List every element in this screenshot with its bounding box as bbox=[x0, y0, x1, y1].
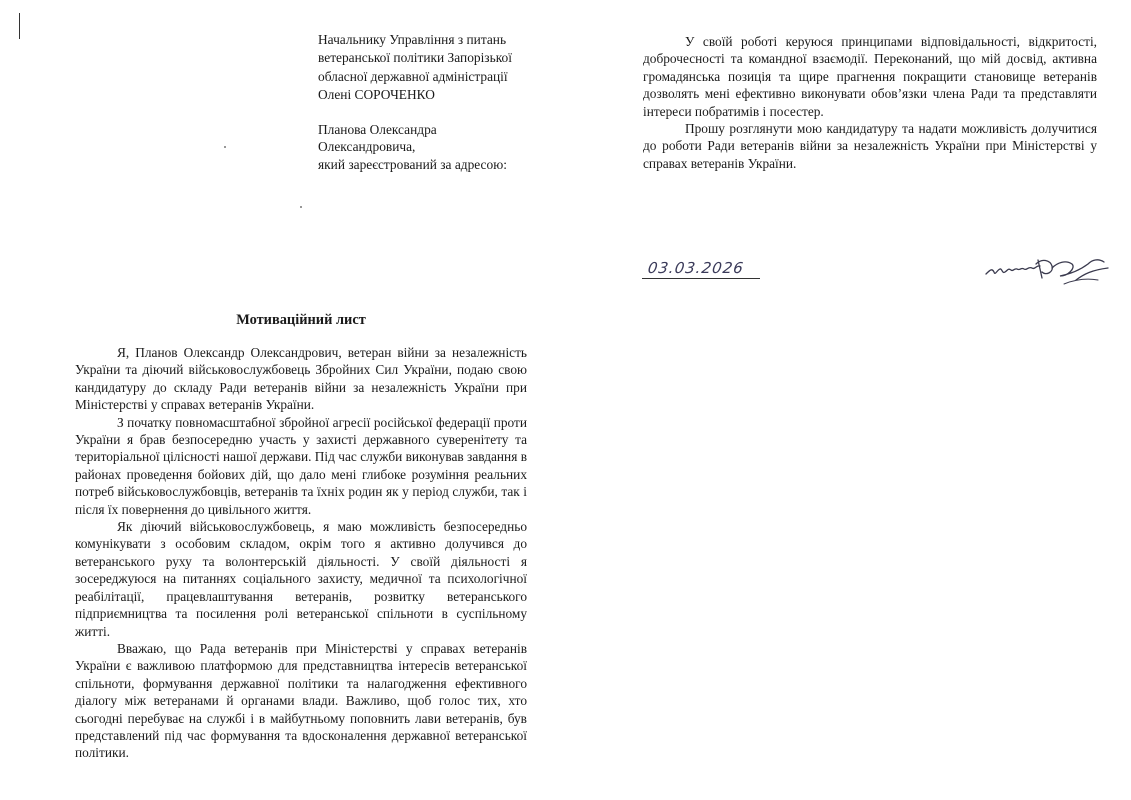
handwritten-date: 03.03.2026 bbox=[646, 259, 746, 277]
scan-speck bbox=[300, 206, 302, 208]
sender-block bbox=[318, 121, 618, 173]
letter-title: Мотиваційний лист bbox=[236, 312, 366, 328]
addressee-line: обласної державної адміністрації bbox=[318, 68, 508, 84]
letter-paragraph: Прошу розглянути мою кандидатуру та надати можливість долучитися до роботи Ради ветеранів війни за незалежність України при Міністерстві у справах ветеранів України. bbox=[643, 121, 1097, 171]
letter-body-left bbox=[75, 344, 527, 762]
letter-paragraph: У своїй роботі керуюся принципами відповідальності, відкритості, доброчесності та командної взаємодії. Переконаний, що мій досвід, активна громадянська позиція та щире прагнення покращити становище ветеранів дозволять мені ефективно виконувати обов’язки члена Ради та представляти інтереси побратимів і посестер. bbox=[643, 34, 1097, 119]
addressee-name: Олені СОРОЧЕНКО bbox=[318, 86, 435, 102]
letter-paragraph: Вважаю, що Рада ветеранів при Міністерстві у справах ветеранів України є важливою платформою для представництва інтересів ветеранської спільноти, формування державної політики та налагодження ефективного діалогу між ветеранами й органами влади. Важливо, щоб голос тих, хто сьогодні перебуває на службі і в майбутньому поповнить лави ветеранів, був представлений під час формування та вдосконалення державної ветеранської політики. bbox=[75, 640, 527, 761]
letter-paragraph: З початку повномасштабної збройної агресії російської федерації проти України я брав безпосередню участь у захисті державного суверенітету та територіальної цілісності нашої держави. Під час служби виконував завдання в районах проведення бойових дій, що дало мені глибоке розуміння реальних потреб військовослужбовців, ветеранів та їхніх родин як у період служби, так і після їх повернення до цивільного життя. bbox=[75, 414, 527, 517]
sender-line: який зареєстрований за адресою: bbox=[318, 156, 507, 172]
addressee-line: Начальнику Управління з питань bbox=[318, 32, 507, 47]
letter-paragraph: Я, Планов Олександр Олександрович, ветеран війни за незалежність України та діючий військовослужбовець Збройних Сил України, подаю свою кандидатуру до складу Ради ветеранів війни за незалежність України при Міністерстві у справах ветеранів України. bbox=[75, 345, 527, 413]
addressee-block bbox=[318, 31, 618, 104]
addressee-line: ветеранської політики Запорізької bbox=[318, 50, 512, 66]
scan-speck bbox=[224, 146, 226, 148]
letter-paragraph: Як діючий військовослужбовець, я маю можливість безпосередньо комунікувати з особовим складом, окрім того я активно долучився до ветеранського руху та волонтерській діяльності. У своїй діяльності я зосереджуюся на питаннях соціального захисту, медичної та психологічної реабілітації, працевлаштування ветеранів, розвитку ветеранського підприємництва та посилення ролі ветеранської спільноти в суспільному житті. bbox=[75, 519, 527, 639]
sender-line: Олександровича, bbox=[318, 139, 416, 155]
scan-edge-mark bbox=[19, 13, 20, 39]
letter-body-right bbox=[643, 33, 1097, 172]
date-field bbox=[642, 258, 760, 279]
signature-icon bbox=[980, 250, 1120, 295]
sender-line: Планова Олександра bbox=[318, 122, 437, 137]
